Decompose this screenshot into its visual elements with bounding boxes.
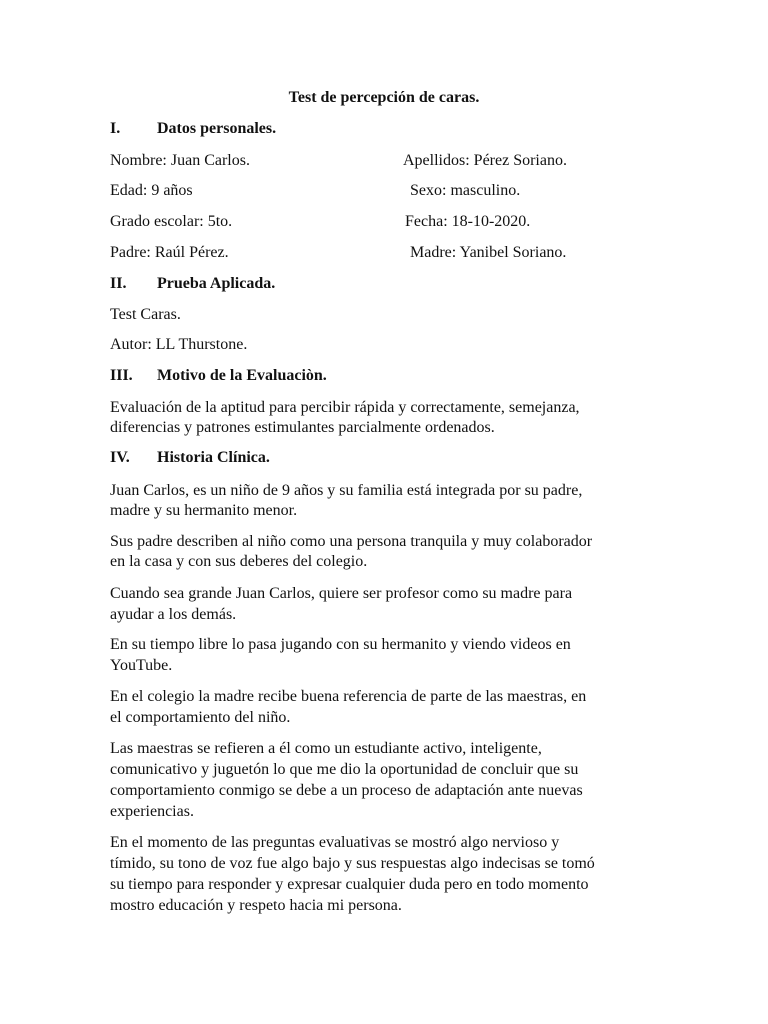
historia-paragraph-7-line: En el momento de las preguntas evaluativas se mostró algo nervioso y [110, 834, 560, 851]
historia-paragraph-7-line: mostro educación y respeto hacia mi persona. [110, 897, 402, 914]
field-edad: Edad: 9 años [110, 182, 193, 199]
historia-paragraph-6-line: experiencias. [110, 803, 194, 820]
historia-paragraph-6-line: comunicativo y juguetón lo que me dio la oportunidad de concluir que su [110, 761, 579, 778]
section-number: I. [110, 120, 121, 137]
document-title: Test de percepción de caras. [288, 89, 480, 106]
historia-paragraph-4-line: En su tiempo libre lo pasa jugando con su hermanito y viendo videos en [110, 636, 571, 653]
section-number: III. [110, 367, 133, 384]
prueba-test: Test Caras. [110, 306, 181, 323]
motivo-line: Evaluación de la aptitud para percibir rápida y correctamente, semejanza, [110, 399, 580, 416]
field-fecha: Fecha: 18-10-2020. [405, 213, 531, 230]
historia-paragraph-2-line: Sus padre describen al niño como una persona tranquila y muy colaborador [110, 533, 593, 550]
field-madre: Madre: Yanibel Soriano. [410, 244, 567, 261]
section-label: Datos personales. [157, 120, 277, 137]
field-padre: Padre: Raúl Pérez. [110, 244, 229, 261]
motivo-line: diferencias y patrones estimulantes parcialmente ordenados. [110, 419, 495, 436]
prueba-autor: Autor: LL Thurstone. [110, 336, 248, 353]
historia-paragraph-6-line: Las maestras se refieren a él como un estudiante activo, inteligente, [110, 740, 542, 757]
field-apellidos: Apellidos: Pérez Soriano. [403, 152, 567, 169]
historia-paragraph-5-line: En el colegio la madre recibe buena referencia de parte de las maestras, en [110, 688, 587, 705]
historia-paragraph-7-line: su tiempo para responder y expresar cualquier duda pero en todo momento [110, 876, 589, 893]
section-label: Prueba Aplicada. [157, 275, 276, 292]
historia-paragraph-3-line: Cuando sea grande Juan Carlos, quiere ser profesor como su madre para [110, 585, 573, 602]
section-label: Motivo de la Evaluaciòn. [157, 367, 327, 384]
historia-paragraph-2-line: en la casa y con sus deberes del colegio. [110, 553, 368, 570]
field-grado: Grado escolar: 5to. [110, 213, 233, 230]
historia-paragraph-7-line: tímido, su tono de voz fue algo bajo y sus respuestas algo indecisas se tomó [110, 855, 595, 872]
historia-paragraph-6-line: comportamiento conmigo se debe a un proceso de adaptación ante nuevas [110, 782, 583, 799]
section-number: II. [110, 275, 127, 292]
section-heading-motivo [110, 365, 327, 386]
section-heading-prueba-aplicada [110, 273, 275, 294]
historia-paragraph-4-line: YouTube. [110, 657, 173, 674]
section-heading-datos-personales [110, 118, 276, 139]
section-label: Historia Clínica. [157, 449, 270, 466]
historia-paragraph-3-line: ayudar a los demás. [110, 606, 237, 623]
historia-paragraph-5-line: el comportamiento del niño. [110, 709, 291, 726]
historia-paragraph-1-line: Juan Carlos, es un niño de 9 años y su familia está integrada por su padre, [110, 482, 583, 499]
historia-paragraph-1-line: madre y su hermanito menor. [110, 502, 298, 519]
section-heading-historia [110, 447, 270, 468]
section-number: IV. [110, 449, 130, 466]
field-sexo: Sexo: masculino. [410, 182, 521, 199]
field-nombre: Nombre: Juan Carlos. [110, 152, 250, 169]
